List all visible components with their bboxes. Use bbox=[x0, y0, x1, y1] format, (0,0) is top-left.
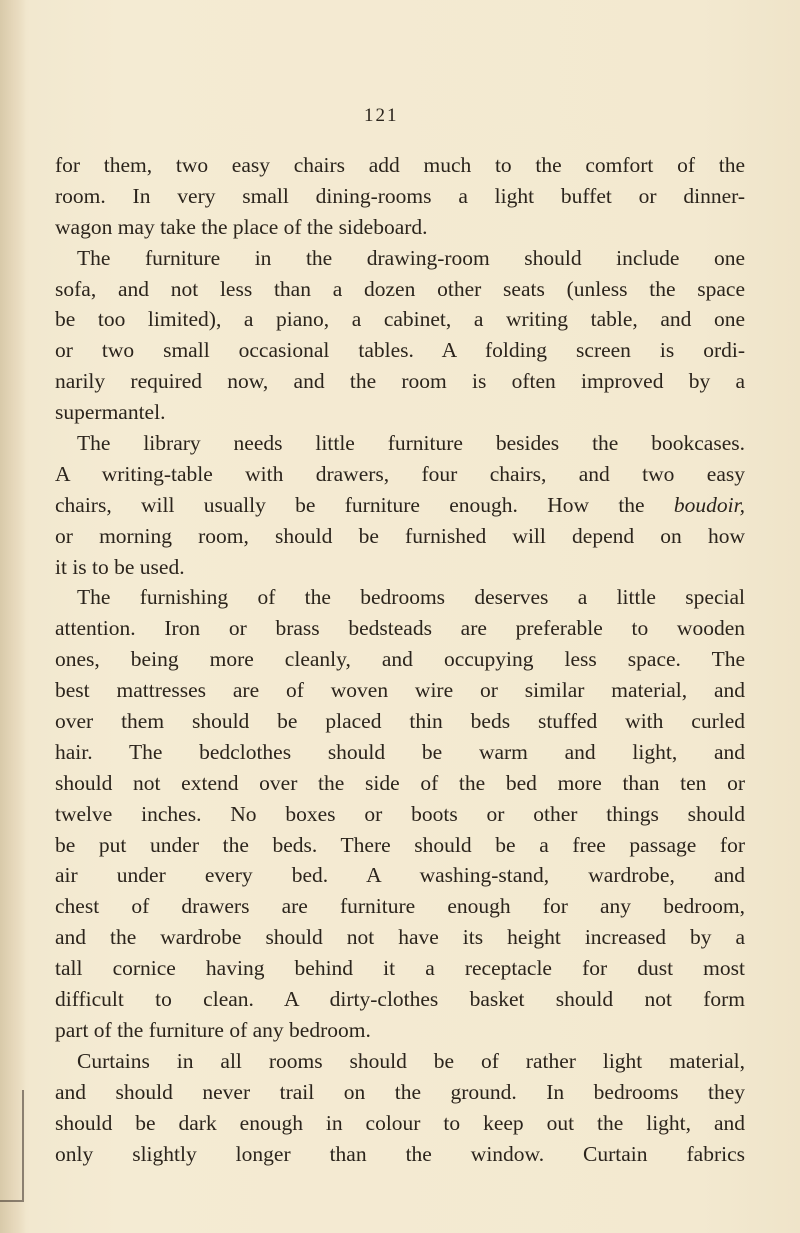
text-line-with-italic bbox=[55, 490, 745, 521]
text-line: hair. The bedclothes should be warm and light, and bbox=[55, 739, 745, 764]
text-line: chest of drawers are furniture enough for any bedroom, bbox=[55, 894, 745, 919]
text-line: ones, being more cleanly, and occupying less space. The bbox=[55, 647, 745, 672]
text-line: part of the furniture of any bedroom. bbox=[55, 1017, 371, 1042]
italic-word: boudoir, bbox=[673, 492, 746, 517]
text-line: should be dark enough in colour to keep out the light, and bbox=[55, 1110, 745, 1135]
text-line: it is to be used. bbox=[55, 554, 185, 579]
text-line: for them, two easy chairs add much to the comfort of the bbox=[55, 153, 745, 177]
text-line: A writing-table with drawers, four chairs, and two easy bbox=[55, 461, 745, 486]
body-text bbox=[55, 150, 745, 1169]
text-line: twelve inches. No boxes or boots or other things should bbox=[55, 801, 745, 826]
text-line: wagon may take the place of the sideboard. bbox=[55, 214, 428, 239]
text-line: or morning room, should be furnished will depend on how bbox=[55, 523, 745, 548]
text-line: room. In very small dining-rooms a light buffet or dinner- bbox=[55, 183, 745, 208]
text-line: supermantel. bbox=[55, 400, 166, 425]
text-segment: chairs, will usually be furniture enough. How the bbox=[55, 492, 645, 517]
text-line: or two small occasional tables. A folding screen is ordi- bbox=[55, 338, 745, 363]
text-line: The furniture in the drawing-room should include one bbox=[77, 245, 745, 270]
text-line: only slightly longer than the window. Curtain fabrics bbox=[55, 1141, 745, 1166]
text-line: tall cornice having behind it a receptacle for dust most bbox=[55, 956, 745, 981]
text-line: Curtains in all rooms should be of rather light material, bbox=[77, 1048, 745, 1073]
text-line: The furnishing of the bedrooms deserves a little special bbox=[77, 585, 745, 610]
page-edge-mark-horizontal bbox=[0, 1200, 24, 1202]
text-line: be put under the beds. There should be a free passage for bbox=[55, 832, 745, 857]
text-line: narily required now, and the room is often improved by a bbox=[55, 369, 745, 394]
text-line: best mattresses are of woven wire or similar material, and bbox=[55, 678, 745, 703]
text-line: sofa, and not less than a dozen other seats (unless the space bbox=[55, 276, 745, 301]
text-line: and should never trail on the ground. In bedrooms they bbox=[55, 1079, 745, 1104]
text-line: over them should be placed thin beds stuffed with curled bbox=[55, 709, 745, 734]
text-line: be too limited), a piano, a cabinet, a writing table, and one bbox=[55, 307, 745, 332]
page-binding-edge bbox=[0, 0, 26, 1233]
text-line: The library needs little furniture besides the bookcases. bbox=[77, 431, 745, 456]
text-line: and the wardrobe should not have its height increased by a bbox=[55, 925, 745, 950]
text-line: attention. Iron or brass bedsteads are preferable to wooden bbox=[55, 616, 745, 641]
page-number: 121 bbox=[364, 105, 399, 126]
text-line: should not extend over the side of the bed more than ten or bbox=[55, 770, 745, 795]
text-line: air under every bed. A washing-stand, wardrobe, and bbox=[55, 863, 745, 888]
text-line: difficult to clean. A dirty-clothes basket should not form bbox=[55, 987, 745, 1012]
page-edge-mark-vertical bbox=[22, 1090, 24, 1200]
